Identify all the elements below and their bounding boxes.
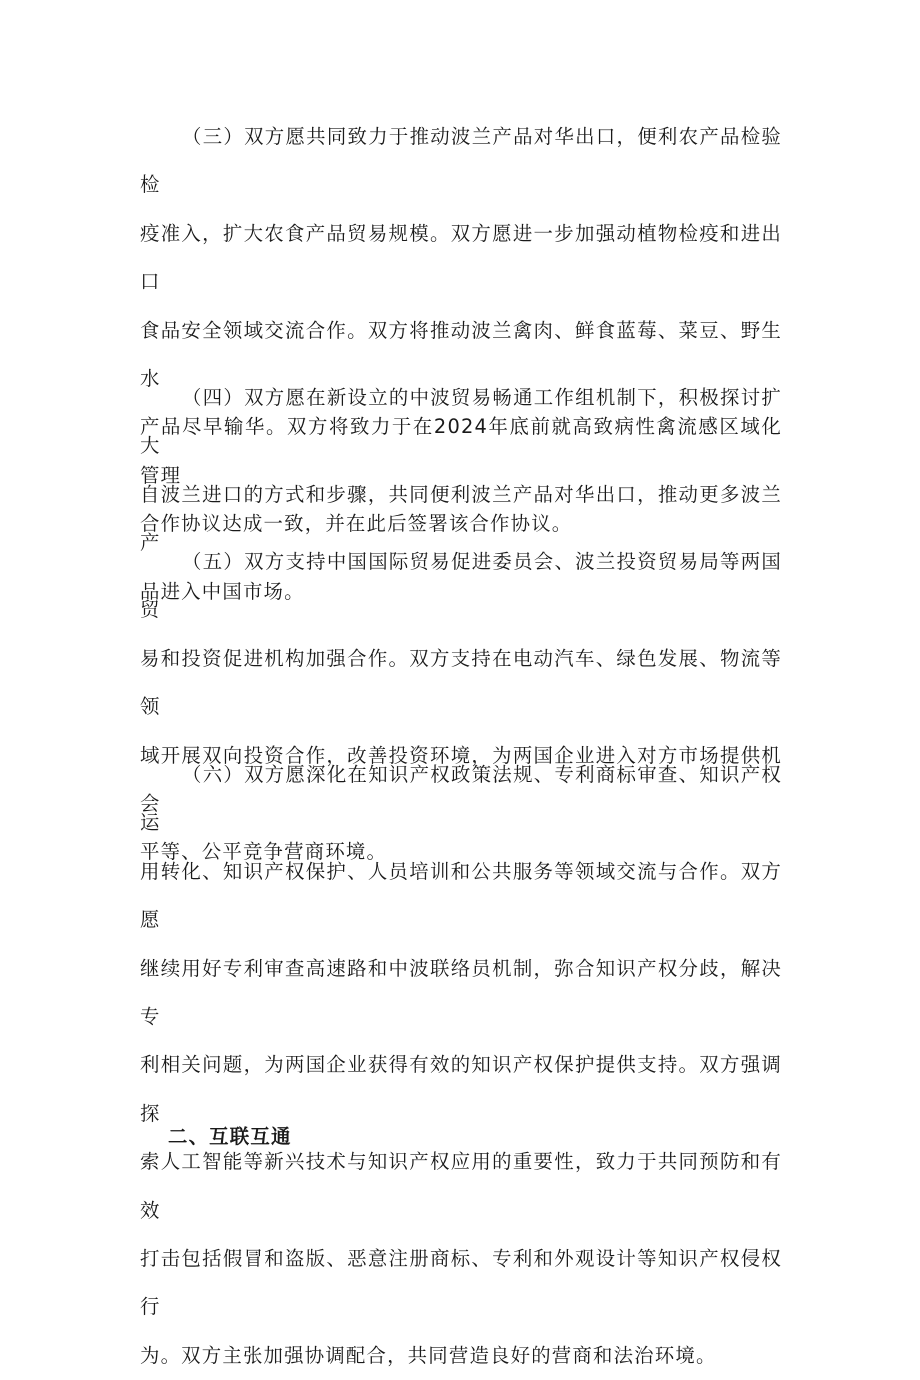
paragraph-6: （六）双方愿深化在知识产权政策法规、专利商标审查、知识产权运 用转化、知识产权保护、人员培训和公共服务等领域交流与合作。双方愿 继续用好专利审查高速路和中波联络员机制，弥合知识产权分歧，解决专 利相关问题，为两国企业获得有效的知识产权保护提供支持。双方强调探 索人工智能等新兴技术与知识产权应用的重要性，致力于共同预防和有效 打击包括假冒和盗版、恶意注册商标、专利和外观设计等知识产权侵权行 为。双方主张加强协调配合，共同营造良好的营商和法治环境。 bbox=[140, 763, 782, 1367]
section-heading: 二、互联互通 bbox=[168, 1125, 292, 1148]
paragraph-5: （五）双方支持中国国际贸易促进委员会、波兰投资贸易局等两国贸 易和投资促进机构加强合作。双方支持在电动汽车、绿色发展、物流等领 域开展双向投资合作，改善投资环境，为两国企业进入对方市场提供机会 平等、公平竞争营商环境。 bbox=[140, 550, 782, 864]
paragraph-4: （四）双方愿在新设立的中波贸易畅通工作组机制下，积极探讨扩大 自波兰进口的方式和步骤，共同便利波兰产品对华出口，推动更多波兰产 品进入中国市场。 bbox=[140, 386, 782, 603]
paragraph-3: （三）双方愿共同致力于推动波兰产品对华出口，便利农产品检验检 疫准入，扩大农食产品贸易规模。双方愿进一步加强动植物检疫和进出口 食品安全领域交流合作。双方将推动波兰禽肉、鲜食蓝莓、菜豆、野生水 产品尽早输华。双方将致力于在2024年底前就高致病性禽流感区域化管理 合作协议达成一致，并在此后签署该合作协议。 bbox=[140, 125, 782, 536]
